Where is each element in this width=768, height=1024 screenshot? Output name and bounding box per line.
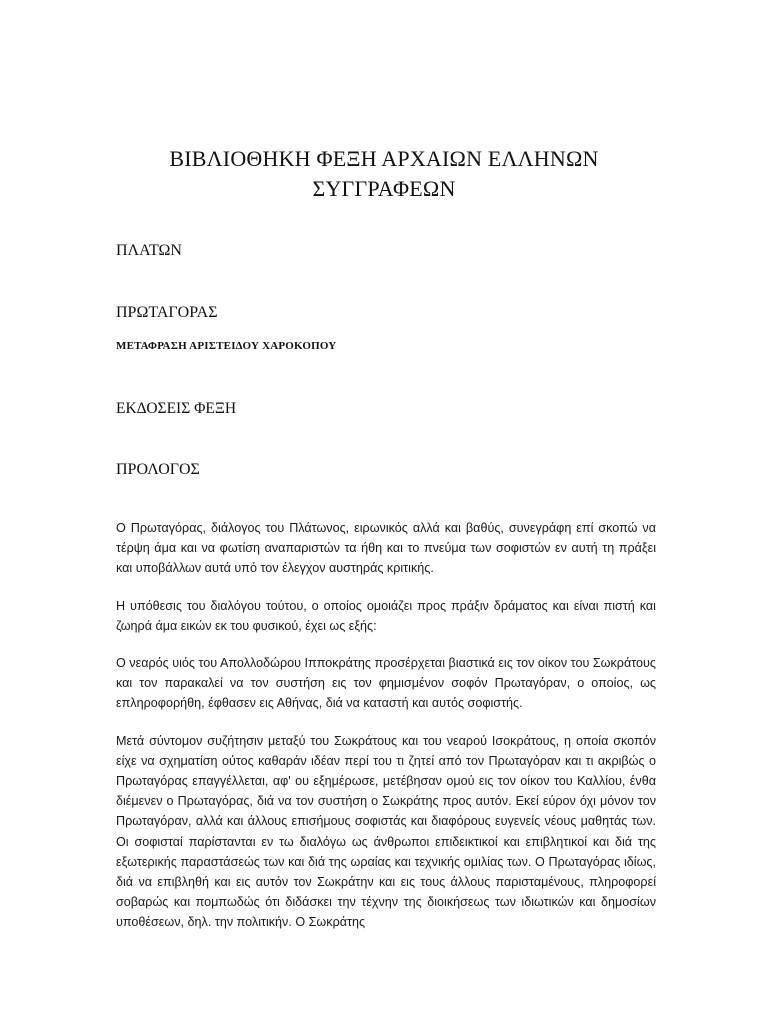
prologue-body <box>116 518 656 950</box>
translator-line: ΜΕΤΑΦΡΑΣΗ ΑΡΙΣΤΕΙΔΟΥ ΧΑΡΟΚΟΠΟΥ <box>116 340 337 352</box>
publisher-heading: ΕΚΔΟΣΕΙΣ ΦΕΞΗ <box>116 400 237 417</box>
paragraph: Ο νεαρός υιός του Απολλοδώρου Ιπποκράτης προσέρχεται βιαστικά εις τον οίκον του Σωκράτους και τον παρακαλεί να τον συστήση εις τον φημισμένον σοφόν Πρωταγόραν, ο οποίος, ως επληροφορήθη, έφθασεν εις Αθήνας, διά να καταστή και αυτός σοφιστής. <box>116 656 656 711</box>
document-title: ΒΙΒΛΙΟΘΗΚΗ ΦΕΞΗ ΑΡΧΑΙΩΝ ΕΛΛΗΝΩΝ ΣΥΓΓΡΑΦΕΩΝ <box>169 146 599 201</box>
work-title-heading: ΠΡΩΤΑΓΟΡΑΣ <box>116 304 218 321</box>
author-heading: ΠΛΑΤΩΝ <box>116 242 182 259</box>
paragraph: Η υπόθεσις του διαλόγου τούτου, ο οποίος ομοιάζει προς πράξιν δράματος και είναι πιστή και ζωηρά άμα εικών εκ του φυσικού, έχει ως εξής: <box>116 598 656 633</box>
paragraph: Ο Πρωταγόρας, διάλογος του Πλάτωνος, ειρωνικός αλλά και βαθύς, συνεγράφη επί σκοπώ να τέρψη άμα και να φωτίση αναπαριστών τα ήθη και το πνεύμα των σοφιστών εν αυτή τη πράξει και υποβάλλων αυτά υπό τον έλεγχον αυστηράς κριτικής. <box>116 521 656 576</box>
paragraph: Μετά σύντομον συζήτησιν μεταξύ του Σωκράτους και του νεαρού Ισοκράτους, η οποία σκοπόν είχε να σχηματίση ούτος καθαράν ιδέαν περί του τι ζητεί από τον Πρωταγόραν και τι ακριβώς ο Πρωταγόρας επαγγέλλεται, αφ' ου εξημέρωσε, μετέβησαν ομού εις τον οίκον του Καλλίου, ένθα διέμενεν ο Πρωταγόρας, διά να τον συστήση ο Σωκράτης προς αυτόν. Εκεί εύρον όχι μόνον τον Πρωταγόραν, αλλά και άλλους επισήμους σοφιστάς και διαφόρους ευγενείς νέους μαθητάς των. Οι σοφισταί παρίστανται εν τω διαλόγω ως άνθρωποι επιδεικτικοί και επιβλητικοί και διά της εξωτερικής παραστάσεώς των και διά της ωραίας και τεχνικής ομιλίας των. Ο Πρωταγόρας ιδίως, διά να επιβληθή και εις αυτόν τον Σωκράτην και εις τους άλλους παρισταμένους, πληροφορεί σοβαρώς και πομπωδώς ότι διδάσκει την τέχνην της διοικήσεως των ιδιωτικών και δημοσίων υποθέσεων, δηλ. την πολιτικήν. Ο Σωκράτης <box>116 733 656 930</box>
section-heading: ΠΡΟΛΟΓΟΣ <box>116 461 200 478</box>
